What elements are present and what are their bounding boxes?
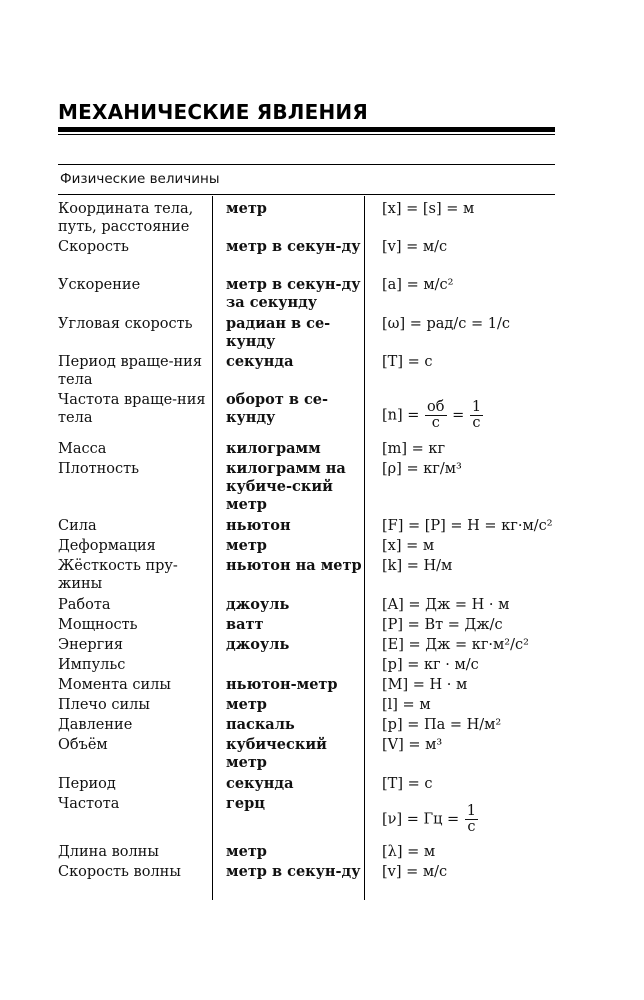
table-row <box>58 795 555 843</box>
quantity-name: Объём <box>58 737 108 753</box>
unit-name: паскаль <box>226 716 295 733</box>
unit-formula: [v] = м/с <box>382 239 448 255</box>
fraction-denominator: с <box>472 415 481 431</box>
quantity-name: Мощность <box>58 617 138 633</box>
unit-formula: [P] = Вт = Дж/с <box>382 617 503 633</box>
title-rule-thick <box>58 127 555 132</box>
unit-formula <box>364 804 555 835</box>
quantity-name: Масса <box>58 441 107 457</box>
unit-formula: [k] = Н/м <box>382 558 453 574</box>
fraction <box>470 400 483 431</box>
unit-name: радиан в се-кунду <box>226 315 331 350</box>
quantity-name: Плотность <box>58 461 140 477</box>
table-row <box>58 276 555 315</box>
unit-formula: [x] = м <box>382 538 435 554</box>
fraction-denominator: с <box>431 415 440 431</box>
table-row <box>58 636 555 656</box>
quantity-name: Импульс <box>58 657 126 673</box>
quantity-name: Момента силы <box>58 677 171 693</box>
unit-name: ватт <box>226 616 264 633</box>
table-top-rule <box>58 164 555 165</box>
unit-formula: [v] = м/с <box>382 864 448 880</box>
unit-formula: [l] = м <box>382 697 431 713</box>
title-rule-thin <box>58 134 555 135</box>
unit-formula: [ρ] = кг/м³ <box>382 461 462 477</box>
table-header: Физические величины <box>60 171 220 187</box>
unit-formula: [ω] = рад/с = 1/с <box>382 316 510 332</box>
table-row <box>58 656 555 676</box>
quantity-name: Период враще-ния тела <box>58 354 202 388</box>
unit-name: секунда <box>226 775 294 792</box>
table-row <box>58 315 555 353</box>
table-row <box>58 676 555 696</box>
table-row <box>58 775 555 795</box>
table-row <box>58 460 555 517</box>
table-row <box>58 616 555 636</box>
unit-formula: [x] = [s] = м <box>382 201 475 217</box>
unit-formula: [a] = м/с² <box>382 277 454 293</box>
unit-name: оборот в се-кунду <box>226 391 329 426</box>
formula-left: [ν] = Гц = <box>382 811 460 827</box>
unit-name: метр в секун-ду за секунду <box>226 276 361 311</box>
unit-formula: [V] = м³ <box>382 737 443 753</box>
table-row <box>58 200 555 238</box>
unit-formula: [M] = Н · м <box>382 677 468 693</box>
table-row <box>58 716 555 736</box>
unit-name: метр <box>226 200 267 217</box>
table-row <box>58 353 555 391</box>
unit-formula: [T] = с <box>382 354 433 370</box>
unit-formula: [p] = Па = Н/м² <box>382 717 502 733</box>
fraction <box>465 804 478 835</box>
unit-name: килограмм <box>226 440 321 457</box>
formula-left: [n] = <box>382 407 420 424</box>
fraction-numerator: 1 <box>471 399 482 415</box>
table-row <box>58 557 555 596</box>
table-row <box>58 391 555 440</box>
unit-name: метр <box>226 696 267 713</box>
table-header-rule <box>58 194 555 195</box>
unit-formula: [F] = [P] = Н = кг·м/с² <box>382 518 553 534</box>
unit-formula: [m] = кг <box>382 441 446 457</box>
unit-name: секунда <box>226 353 294 370</box>
table-row <box>58 517 555 537</box>
quantity-name: Период <box>58 776 116 792</box>
table-row <box>58 596 555 616</box>
unit-formula: [p] = кг · м/с <box>382 657 479 673</box>
unit-name: кубический метр <box>226 736 327 771</box>
page-title: МЕХАНИЧЕСКИЕ ЯВЛЕНИЯ <box>58 100 368 124</box>
unit-name: джоуль <box>226 596 290 613</box>
quantity-name: Жёсткость пру-жины <box>58 558 178 592</box>
unit-name: ньютон <box>226 517 291 534</box>
table-row <box>58 696 555 716</box>
fraction-numerator: 1 <box>466 802 477 819</box>
table-row <box>58 736 555 775</box>
table-row <box>58 843 555 863</box>
unit-formula: [E] = Дж = кг·м²/с² <box>382 637 529 653</box>
quantity-name: Энергия <box>58 637 124 653</box>
table-row <box>58 440 555 460</box>
unit-name: герц <box>226 795 265 812</box>
table-row <box>58 537 555 557</box>
quantity-name: Сила <box>58 518 97 534</box>
table-row <box>58 863 555 901</box>
unit-formula: [T] = с <box>382 776 433 792</box>
unit-name: метр в секун-ду <box>226 238 361 255</box>
quantities-table <box>58 200 555 901</box>
quantity-name: Ускорение <box>58 277 141 293</box>
quantity-name: Угловая скорость <box>58 316 193 332</box>
quantity-name: Скорость волны <box>58 864 181 880</box>
unit-name: ньютон-метр <box>226 676 338 693</box>
unit-formula <box>364 400 555 431</box>
unit-formula: [A] = Дж = Н · м <box>382 597 510 613</box>
equals-sign: = <box>452 407 465 424</box>
quantity-name: Работа <box>58 597 111 613</box>
unit-name: ньютон на метр <box>226 557 362 574</box>
unit-name: метр <box>226 537 267 554</box>
fraction-denominator: с <box>467 818 476 835</box>
fraction-numerator: об <box>427 399 445 415</box>
unit-name: метр в секун-ду <box>226 863 361 880</box>
quantity-name: Частота враще-ния тела <box>58 392 206 426</box>
unit-name: джоуль <box>226 636 290 653</box>
quantity-name: Давление <box>58 717 133 733</box>
quantity-name: Скорость <box>58 239 129 255</box>
quantity-name: Частота <box>58 796 120 812</box>
unit-name: метр <box>226 843 267 860</box>
unit-name: килограмм на кубиче-ский метр <box>226 460 346 513</box>
table-row <box>58 238 555 276</box>
quantity-name: Плечо силы <box>58 697 150 713</box>
quantity-name: Координата тела, путь, расстояние <box>58 201 194 235</box>
quantity-name: Длина волны <box>58 844 159 860</box>
fraction <box>425 400 446 431</box>
unit-formula: [λ] = м <box>382 844 436 860</box>
quantity-name: Деформация <box>58 538 156 554</box>
